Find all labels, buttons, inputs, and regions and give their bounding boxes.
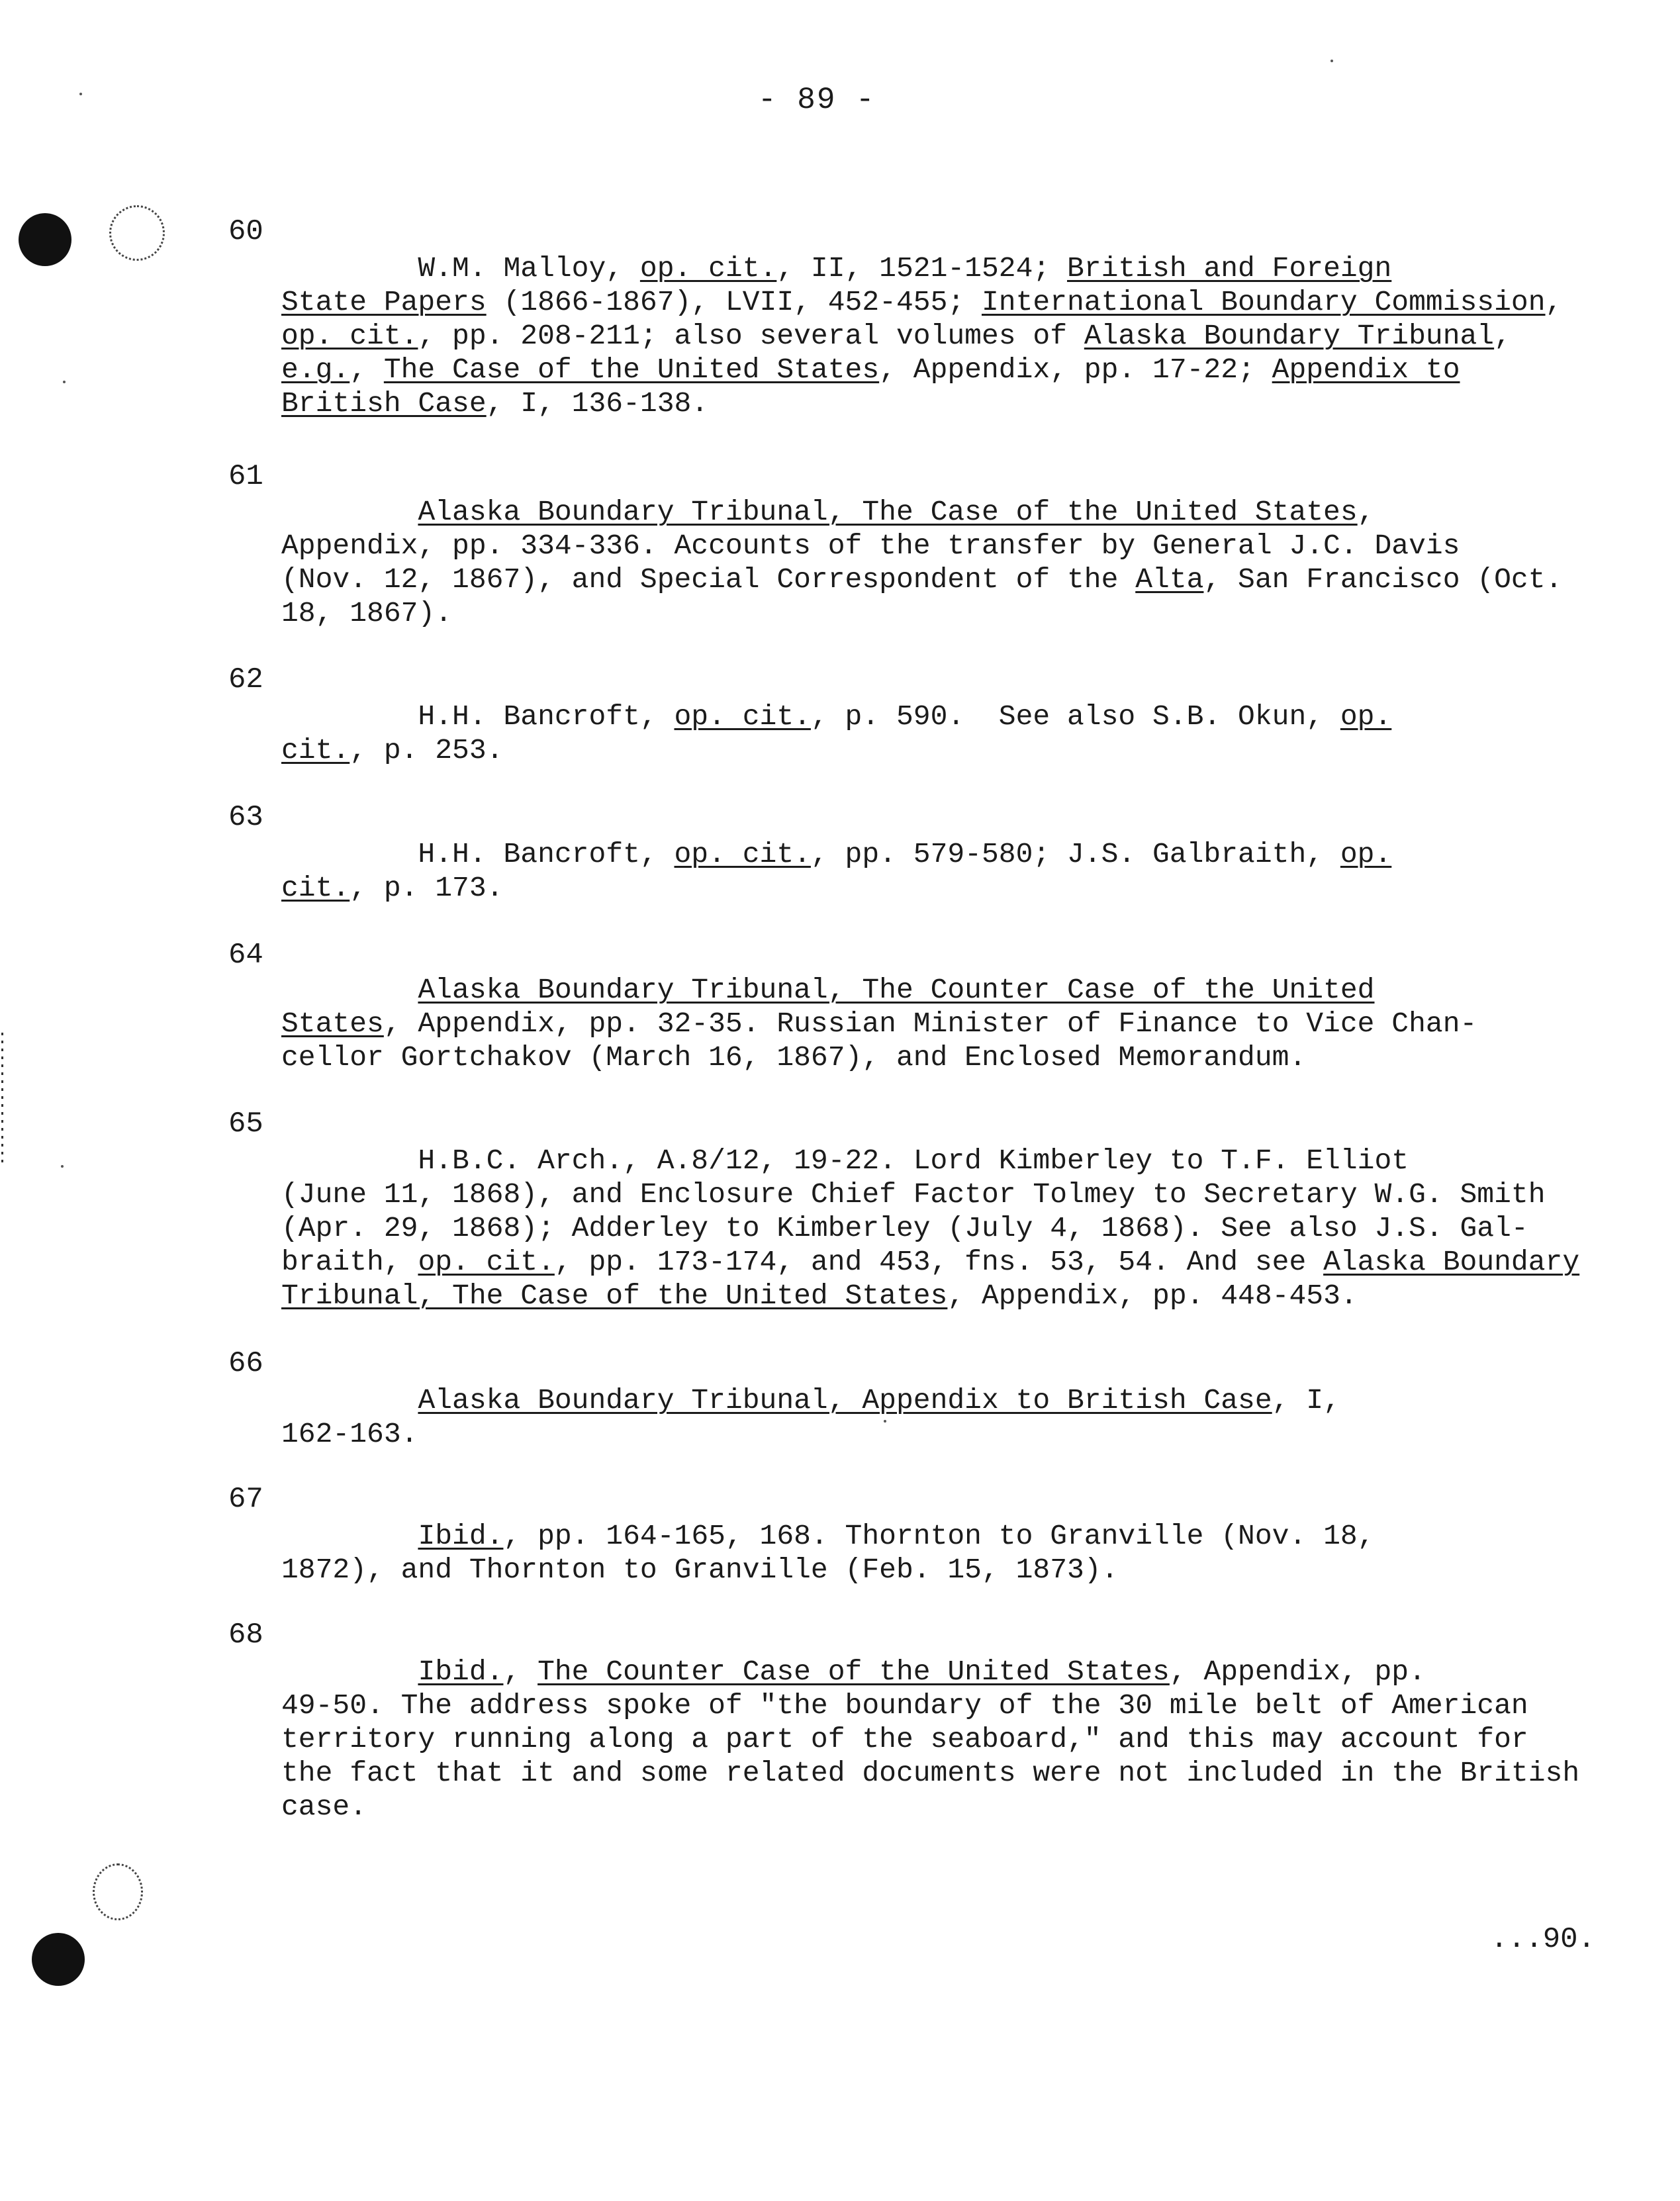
footnote-line: [281, 529, 1572, 563]
footnote-line: [281, 285, 1572, 319]
underlined-text: e.g.: [281, 353, 350, 386]
footnote-65-number: 65: [228, 1107, 263, 1141]
text: [281, 1384, 418, 1417]
speck: [79, 93, 82, 95]
footnote-line: [281, 1383, 1572, 1417]
text: braith,: [281, 1246, 418, 1278]
footnote-64-number: 64: [228, 939, 263, 972]
text: , p. 590. See also S.B. Okun,: [810, 700, 1340, 733]
punch-hole-bottom: [32, 1933, 85, 1986]
footnote-line: [281, 700, 1572, 733]
punch-hole-outline-top: [109, 205, 165, 261]
underlined-text: op. cit.: [281, 320, 418, 352]
text: (Nov. 12, 1867), and Special Correspondent of the: [281, 563, 1136, 596]
footnote-61-number: 61: [228, 460, 263, 493]
footnote-line: [281, 1756, 1580, 1790]
footnote-line: [281, 1553, 1572, 1587]
footnote-line: [281, 319, 1572, 353]
underlined-text: Ibid.: [418, 1656, 504, 1688]
underlined-text: op. cit.: [639, 252, 777, 285]
underlined-text: Appendix to: [1272, 353, 1460, 386]
text: H.B.C. Arch., A.8/12, 19-22. Lord Kimberley to T.F. Elliot: [281, 1145, 1409, 1177]
text: ,: [1357, 496, 1375, 528]
underlined-text: The Counter Case of the United States: [537, 1656, 1170, 1688]
footnote-line: [281, 1689, 1572, 1722]
underlined-text: Alaska Boundary Tribunal: [1084, 320, 1495, 352]
text: [281, 496, 418, 528]
text: , I,: [1272, 1384, 1340, 1417]
text: [281, 974, 418, 1006]
text: , p. 173.: [350, 872, 504, 904]
text: H.H. Bancroft,: [281, 700, 675, 733]
underlined-text: States: [281, 1007, 384, 1040]
footnote-62-number: 62: [228, 663, 263, 696]
footnote-63-number: 63: [228, 801, 263, 834]
text: , pp. 208-211; also several volumes of: [418, 320, 1084, 352]
text: ,: [503, 1656, 538, 1688]
text: (June 11, 1868), and Enclosure Chief Factor Tolmey to Secretary W.G. Smith: [281, 1178, 1546, 1211]
text: , Appendix, pp. 17-22;: [879, 353, 1272, 386]
text: 162-163.: [281, 1418, 418, 1450]
footnote-line: [281, 353, 1572, 387]
footnote-line: [281, 1722, 1572, 1756]
footnote-61: [281, 495, 1572, 630]
punch-hole-top: [19, 213, 71, 266]
text: (Apr. 29, 1868); Adderley to Kimberley (July 4, 1868). See also J.S. Gal-: [281, 1212, 1528, 1244]
footnote-67: [281, 1519, 1572, 1587]
footnote-line: [281, 1211, 1572, 1245]
text: [281, 1520, 418, 1552]
underlined-text: Alaska Boundary Tribunal, The Case of the United States: [418, 496, 1358, 528]
text: ,: [1545, 286, 1563, 318]
text: , I, 136-138.: [486, 387, 709, 420]
footnote-line: [281, 563, 1572, 596]
underlined-text: op. cit.: [674, 838, 811, 870]
footnote-line: [281, 596, 1572, 630]
footnote-line: [281, 1178, 1572, 1211]
underlined-text: cit.: [281, 872, 350, 904]
footnote-line: [281, 1144, 1572, 1178]
footnote-line: [281, 733, 1572, 767]
text: [281, 1656, 418, 1688]
text: (1866-1867), LVII, 452-455;: [486, 286, 982, 318]
footnote-line: [281, 495, 1572, 529]
text: W.M. Malloy,: [281, 252, 640, 285]
footnote-62: [281, 700, 1572, 767]
text: 18, 1867).: [281, 597, 453, 630]
underlined-text: International Boundary Commission: [981, 286, 1546, 318]
footnote-66: [281, 1383, 1572, 1451]
underlined-text: Tribunal, The Case of the United States: [281, 1280, 948, 1312]
text: , pp. 173-174, and 453, fns. 53, 54. And see: [554, 1246, 1324, 1278]
speck: [63, 381, 66, 383]
underlined-text: British and Foreign: [1067, 252, 1392, 285]
footnote-line: [281, 252, 1572, 285]
text: , Appendix, pp.: [1169, 1656, 1426, 1688]
underlined-text: Ibid.: [418, 1520, 504, 1552]
text: cellor Gortchakov (March 16, 1867), and Enclosed Memorandum.: [281, 1041, 1307, 1074]
continuation-marker: ...90.: [1490, 1923, 1595, 1956]
footnote-line: [281, 387, 1572, 420]
underlined-text: Alaska Boundary Tribunal, The Counter Case of the United: [418, 974, 1375, 1006]
footnote-60-number: 60: [228, 215, 263, 248]
footnote-line: [281, 1007, 1572, 1041]
speck: [61, 1165, 64, 1168]
footnote-68-number: 68: [228, 1618, 263, 1652]
underlined-text: cit.: [281, 734, 350, 767]
footnote-64: [281, 973, 1572, 1074]
text: case.: [281, 1791, 367, 1823]
footnote-line: [281, 973, 1572, 1007]
text: 1872), and Thornton to Granville (Feb. 15, 1873).: [281, 1554, 1119, 1586]
text: ,: [350, 353, 384, 386]
footnote-line: [281, 1519, 1572, 1553]
underlined-text: Alta: [1135, 563, 1204, 596]
text: , Appendix, pp. 32-35. Russian Minister of Finance to Vice Chan-: [383, 1007, 1477, 1040]
footnote-67-number: 67: [228, 1483, 263, 1516]
text: ,: [1494, 320, 1511, 352]
text: 49-50. The address spoke of "the boundary of the 30 mile belt of American: [281, 1689, 1528, 1722]
text: , San Francisco (Oct.: [1203, 563, 1563, 596]
footnote-line: [281, 1279, 1572, 1313]
page-number: - 89 -: [758, 83, 876, 117]
text: H.H. Bancroft,: [281, 838, 675, 870]
footnote-68: [281, 1655, 1580, 1824]
footnote-60: [281, 252, 1572, 420]
underlined-text: The Case of the United States: [383, 353, 880, 386]
underlined-text: Alaska Boundary Tribunal, Appendix to British Case: [418, 1384, 1272, 1417]
footnote-line: [281, 1417, 1572, 1451]
text: , p. 253.: [350, 734, 504, 767]
footnote-line: [281, 1245, 1580, 1279]
speck: [1330, 60, 1333, 62]
underlined-text: op. cit.: [418, 1246, 555, 1278]
underlined-text: op. cit.: [674, 700, 811, 733]
text: , pp. 164-165, 168. Thornton to Granville (Nov. 18,: [503, 1520, 1375, 1552]
footnote-line: [281, 837, 1572, 871]
speck: [884, 1420, 886, 1423]
text: Appendix, pp. 334-336. Accounts of the transfer by General J.C. Davis: [281, 530, 1460, 562]
punch-hole-outline-bottom: [93, 1863, 143, 1920]
text: the fact that it and some related documents were not included in the British: [281, 1757, 1580, 1789]
footnote-66-number: 66: [228, 1347, 263, 1380]
footnote-line: [281, 871, 1572, 905]
footnote-63: [281, 837, 1572, 905]
underlined-text: op.: [1340, 700, 1392, 733]
underlined-text: State Papers: [281, 286, 487, 318]
footnote-line: [281, 1655, 1572, 1689]
margin-dots: [1, 1033, 3, 1165]
underlined-text: Alaska Boundary: [1323, 1246, 1580, 1278]
text: , pp. 579-580; J.S. Galbraith,: [810, 838, 1340, 870]
footnote-line: [281, 1790, 1572, 1824]
text: territory running along a part of the seaboard," and this may account for: [281, 1723, 1528, 1756]
footnote-line: [281, 1041, 1572, 1074]
underlined-text: British Case: [281, 387, 487, 420]
text: , Appendix, pp. 448-453.: [947, 1280, 1358, 1312]
underlined-text: op.: [1340, 838, 1392, 870]
footnote-65: [281, 1144, 1580, 1313]
text: , II, 1521-1524;: [776, 252, 1067, 285]
